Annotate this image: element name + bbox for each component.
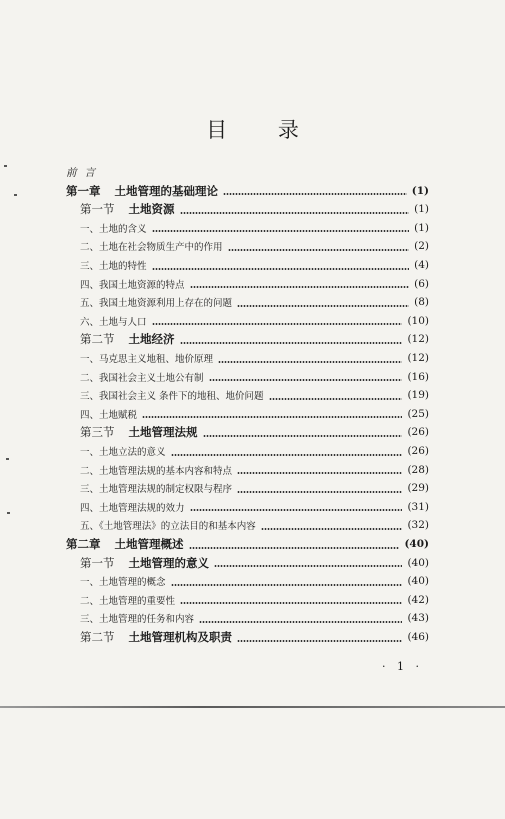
toc-entry-page: (32) <box>407 519 429 532</box>
toc-entry-label: 一、土地的含义 <box>80 223 147 235</box>
toc-entry-page: (4) <box>414 259 429 271</box>
dot-leader <box>209 379 403 381</box>
dot-leader <box>218 361 402 363</box>
dot-leader <box>152 230 410 232</box>
dot-leader <box>237 491 402 493</box>
toc-entry-label: 五、我国土地资源利用上存在的问题 <box>80 298 233 310</box>
dot-leader <box>261 528 403 530</box>
toc-entry <box>0 461 505 479</box>
toc-entry-label: 二、土地在社会物质生产中的作用 <box>80 242 223 254</box>
dot-leader <box>180 342 403 344</box>
dot-leader <box>269 398 403 400</box>
page-title: 目 录 <box>206 118 321 142</box>
dot-leader <box>199 621 402 623</box>
toc-entry-page: (6) <box>414 277 429 290</box>
toc-entry-label: 三、土地管理法规的制定权限与程序 <box>80 484 233 496</box>
toc-entry <box>0 293 505 311</box>
dot-leader <box>180 602 402 604</box>
toc-entry-label: 四、我国土地资源的特点 <box>80 279 185 291</box>
toc-entry <box>0 312 505 330</box>
toc-entry-page: (26) <box>407 426 429 439</box>
toc-entry <box>0 256 505 274</box>
toc-entry-label: 三、土地的特性 <box>80 261 147 272</box>
toc-entry-label: 一、马克思主义地租、地价原理 <box>80 354 214 365</box>
toc-entry-page: (26) <box>407 445 429 457</box>
toc-entry <box>0 200 505 218</box>
toc-entry-number: 第三节 <box>80 425 115 440</box>
scan-speck <box>7 512 10 514</box>
toc-entry-label: 六、土地与人口 <box>80 316 147 328</box>
toc-entry-page: (1) <box>411 184 429 197</box>
dot-leader <box>228 249 410 251</box>
toc-entry-page: (25) <box>407 407 429 420</box>
toc-entry-number: 第二章 <box>66 537 101 551</box>
toc-entry-label: 五、《土地管理法》的立法目的和基本内容 <box>80 521 256 533</box>
dot-leader <box>152 268 410 270</box>
toc-entry-page: (31) <box>407 500 429 513</box>
toc-entry-page: (46) <box>407 631 429 643</box>
toc-entry <box>0 572 505 590</box>
toc-entry <box>0 368 505 386</box>
toc-entry <box>0 182 505 200</box>
toc-entry-label: 一、土地管理的概念 <box>80 577 166 589</box>
dot-leader <box>223 193 407 195</box>
toc-entry-number: 第一节 <box>80 202 115 217</box>
toc-entry <box>0 498 505 516</box>
toc-entry-label <box>0 629 232 645</box>
toc-entry-page: (16) <box>407 370 429 383</box>
toc-entry <box>0 330 505 348</box>
toc-entry-page: (42) <box>407 593 429 606</box>
toc-entry-page: (40) <box>404 538 429 550</box>
dot-leader <box>190 509 403 511</box>
toc-entry <box>0 219 505 237</box>
scan-speck <box>6 458 9 460</box>
toc-entry-label: 三、土地管理的任务和内容 <box>80 614 195 626</box>
scan-speck <box>14 194 17 196</box>
toc-entry-page: (2) <box>414 240 429 253</box>
toc-entry-title: 土地管理的意义 <box>128 555 209 570</box>
dot-leader <box>142 416 402 418</box>
dot-leader <box>203 435 403 437</box>
toc-entry <box>0 628 505 646</box>
toc-entry-page: (40) <box>407 556 429 569</box>
toc-entry-label <box>0 201 175 217</box>
dot-leader <box>189 547 400 549</box>
dot-leader <box>171 454 403 456</box>
toc-entry <box>0 516 505 534</box>
toc-entry-title: 土地管理法规 <box>128 425 198 440</box>
toc-entry-number: 第一节 <box>80 555 115 570</box>
toc-entry <box>0 405 505 423</box>
toc-entry-page: (28) <box>407 463 429 476</box>
toc-entry-label: 三、我国社会主义 条件下的地租、地价问题 <box>80 391 264 403</box>
toc-entry-page: (12) <box>407 352 429 364</box>
toc-entry-page: (29) <box>407 482 429 495</box>
toc-entry-label <box>0 555 209 571</box>
toc-entry-label: 二、土地管理的重要性 <box>80 595 176 607</box>
toc-entry-number: 第一章 <box>66 183 101 198</box>
toc-entry-page: (1) <box>414 203 429 216</box>
toc-entry-label: 二、我国社会主义土地公有制 <box>80 372 204 384</box>
toc-entry-page: (1) <box>414 221 429 234</box>
toc-entry <box>0 591 505 609</box>
toc-entry <box>0 349 505 367</box>
page-bottom-rule <box>0 706 505 708</box>
toc-entry-label <box>0 183 218 199</box>
toc-entry-label: 四、土地赋税 <box>80 409 138 421</box>
toc-entry <box>0 554 505 572</box>
toc-entry <box>0 479 505 497</box>
page-number: · 1 · <box>382 660 423 673</box>
toc-entry <box>0 535 505 553</box>
toc-entry-page: (12) <box>407 333 429 346</box>
dot-leader <box>190 286 410 288</box>
toc-entry-title: 土地资源 <box>128 202 175 217</box>
toc-entry-page: (8) <box>414 296 429 309</box>
toc-entry-label <box>0 536 184 552</box>
scan-speck <box>4 165 7 167</box>
toc-entry-label: 二、土地管理法规的基本内容和特点 <box>80 465 233 477</box>
toc-entry-label <box>0 424 198 440</box>
toc-entry <box>0 442 505 460</box>
toc-entry-number: 第二节 <box>80 630 115 644</box>
toc-entry-page: (10) <box>407 314 429 327</box>
toc-entry-title: 土地管理的基础理论 <box>114 183 218 198</box>
toc-entry <box>0 237 505 255</box>
toc-entry <box>0 423 505 441</box>
toc-entry-number: 第二节 <box>80 332 115 347</box>
toc-entry-title: 土地管理机构及职责 <box>128 630 232 644</box>
dot-leader <box>171 584 403 586</box>
toc-entry-label <box>0 331 175 347</box>
toc-entry-label: 前言 <box>66 166 103 179</box>
dot-leader <box>214 565 402 567</box>
toc-entry-page: (40) <box>407 575 429 588</box>
toc-entry-label: 一、土地立法的意义 <box>80 447 166 458</box>
toc-entry <box>0 163 505 181</box>
toc-entry <box>0 386 505 404</box>
toc-entry <box>0 609 505 627</box>
toc-entry-title: 土地经济 <box>128 332 175 347</box>
dot-leader <box>237 472 402 474</box>
toc-entry-page: (43) <box>407 612 429 625</box>
dot-leader <box>152 323 403 325</box>
toc-entry-title: 土地管理概述 <box>114 537 184 551</box>
toc-entry-page: (19) <box>407 389 429 402</box>
toc-entry-label: 四、土地管理法规的效力 <box>80 502 185 514</box>
dot-leader <box>180 212 410 214</box>
dot-leader <box>237 305 409 307</box>
toc-entry <box>0 275 505 293</box>
dot-leader <box>237 640 402 642</box>
